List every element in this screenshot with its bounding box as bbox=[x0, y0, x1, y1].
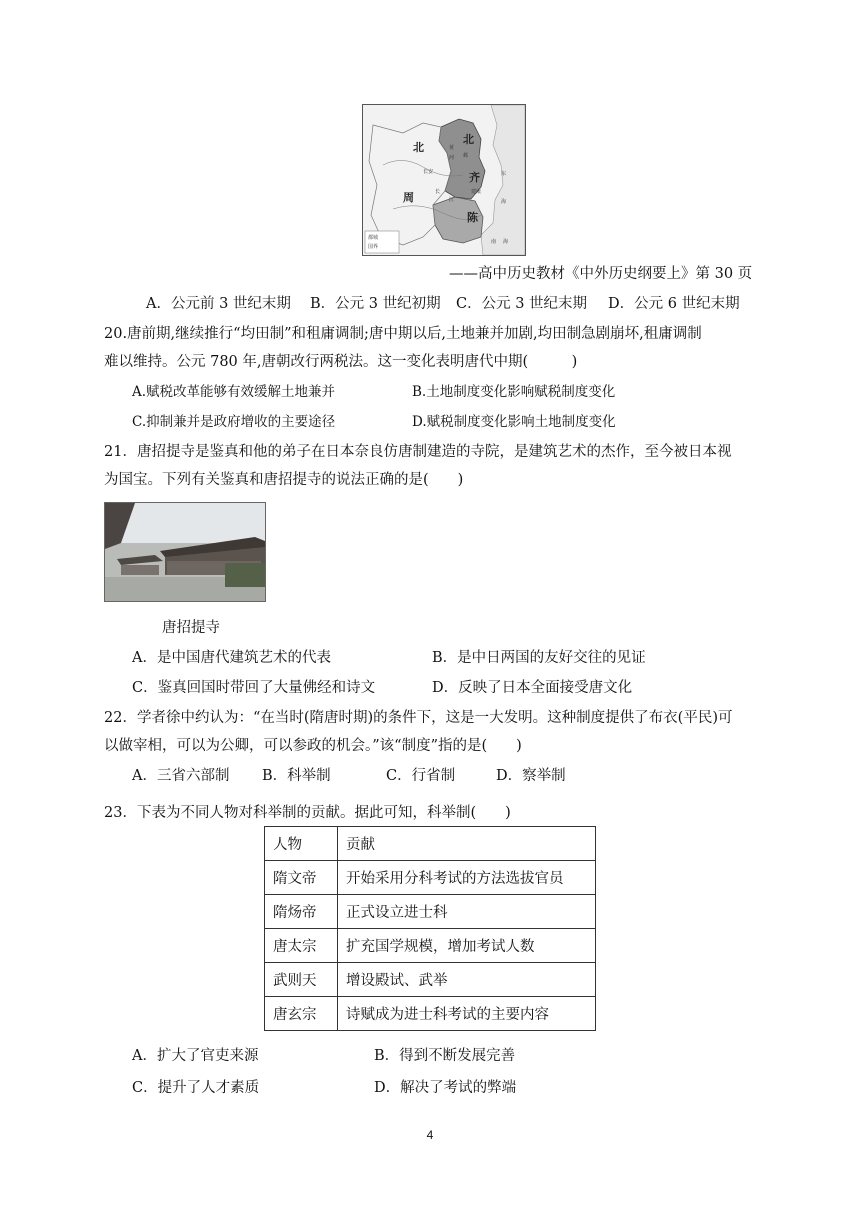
q19-option-c: C．公元 3 世纪末期 bbox=[456, 296, 588, 312]
table-header-contribution: 贡献 bbox=[338, 827, 596, 861]
map-label-hai-2: 海 bbox=[503, 239, 509, 245]
map-label-zhou: 周 bbox=[403, 191, 414, 204]
q19-option-d: D．公元 6 世纪末期 bbox=[608, 296, 740, 312]
q23-option-d: D．解决了考试的弊端 bbox=[374, 1080, 517, 1096]
map-label-jiankang: 建康 bbox=[471, 189, 482, 195]
q22-stem-line1: 22．学者徐中约认为：“在当时(隋唐时期)的条件下，这是一大发明。这种制度提供了布衣(平民)可 bbox=[104, 710, 733, 726]
q20-option-d: D.赋税制度变化影响土地制度变化 bbox=[412, 414, 616, 430]
q23-option-c: C．提升了人才素质 bbox=[132, 1080, 260, 1096]
q21-option-c: C．鉴真回国时带回了大量佛经和诗文 bbox=[132, 680, 376, 696]
q22-option-d: D．察举制 bbox=[496, 768, 566, 784]
map-caption: ——高中历史教材《中外历史纲要上》第 30 页 bbox=[449, 266, 753, 282]
table-cell-contribution: 诗赋成为进士科考试的主要内容 bbox=[338, 997, 596, 1031]
temple-photo bbox=[104, 502, 266, 602]
q21-stem-line2: 为国宝。下列有关鉴真和唐招提寺的说法正确的是( ) bbox=[104, 472, 464, 488]
page-number: 4 bbox=[426, 1128, 434, 1142]
q20-stem-line1: 20.唐前期,继续推行“均田制”和租庸调制;唐中期以后,土地兼并加剧,均田制急剧崩坏,租庸调制 bbox=[104, 326, 702, 342]
table-row bbox=[265, 861, 596, 895]
table-cell-person: 武则天 bbox=[265, 963, 338, 997]
table-row bbox=[265, 963, 596, 997]
q23-stem: 23．下表为不同人物对科举制的贡献。据此可知，科举制( ) bbox=[104, 805, 511, 821]
table-row bbox=[265, 929, 596, 963]
map-label-jiang: 江 bbox=[449, 197, 455, 203]
q19-option-b: B．公元 3 世纪初期 bbox=[310, 296, 441, 312]
q20-stem-line2: 难以维持。公元 780 年,唐朝改行两税法。这一变化表明唐代中期( ) bbox=[104, 354, 578, 370]
map-label-nan: 南 bbox=[491, 239, 497, 245]
map-label-changan: 长安 bbox=[423, 169, 434, 175]
table-cell-person: 隋炀帝 bbox=[265, 895, 338, 929]
table-cell-contribution: 扩充国学规模，增加考试人数 bbox=[338, 929, 596, 963]
table-cell-contribution: 开始采用分科考试的方法选拔官员 bbox=[338, 861, 596, 895]
table-cell-person: 唐太宗 bbox=[265, 929, 338, 963]
q22-option-c: C．行省制 bbox=[386, 768, 456, 784]
q23-option-b: B．得到不断发展完善 bbox=[374, 1048, 516, 1064]
map-label-ye: 邺 bbox=[463, 153, 469, 159]
photo-caption: 唐招提寺 bbox=[162, 620, 220, 636]
q21-option-a: A．是中国唐代建筑艺术的代表 bbox=[132, 650, 331, 666]
q22-option-a: A．三省六部制 bbox=[132, 768, 230, 784]
table-header-row bbox=[265, 827, 596, 861]
map-label-hai-1: 海 bbox=[501, 199, 507, 205]
map-label-huang: 黄 bbox=[449, 145, 455, 151]
map-legend-border: 国界 bbox=[368, 244, 379, 250]
table-row bbox=[265, 895, 596, 929]
q20-option-b: B.土地制度变化影响赋税制度变化 bbox=[412, 384, 616, 400]
table-row bbox=[265, 997, 596, 1031]
map-label-bei-1: 北 bbox=[413, 141, 424, 154]
contribution-table bbox=[264, 826, 596, 1031]
q19-option-a: A．公元前 3 世纪末期 bbox=[146, 296, 291, 312]
map-label-dong: 东 bbox=[501, 171, 507, 177]
table-cell-contribution: 正式设立进士科 bbox=[338, 895, 596, 929]
q23-option-a: A．扩大了官吏来源 bbox=[132, 1048, 259, 1064]
q21-option-d: D．反映了日本全面接受唐文化 bbox=[432, 680, 633, 696]
map-label-bei-2: 北 bbox=[463, 133, 474, 146]
map-figure bbox=[362, 104, 526, 256]
map-label-qi: 齐 bbox=[469, 171, 480, 184]
table-cell-person: 隋文帝 bbox=[265, 861, 338, 895]
q21-option-b: B．是中日两国的友好交往的见证 bbox=[432, 650, 646, 666]
table-cell-person: 唐玄宗 bbox=[265, 997, 338, 1031]
q22-option-b: B．科举制 bbox=[262, 768, 331, 784]
q21-stem-line1: 21．唐招提寺是鉴真和他的弟子在日本奈良仿唐制建造的寺院，是建筑艺术的杰作，至今被日本视 bbox=[104, 444, 732, 460]
q20-option-a: A.赋税改革能够有效缓解土地兼并 bbox=[132, 384, 336, 400]
map-legend-capital: 都城 bbox=[368, 235, 379, 241]
map-label-chen: 陈 bbox=[467, 211, 478, 224]
q20-option-c: C.抑制兼并是政府增收的主要途径 bbox=[132, 414, 336, 430]
table-header-person: 人物 bbox=[265, 827, 338, 861]
map-label-he: 河 bbox=[449, 155, 455, 161]
map-label-chang: 长 bbox=[435, 189, 441, 195]
table-cell-contribution: 增设殿试、武举 bbox=[338, 963, 596, 997]
map-graphic bbox=[363, 105, 525, 255]
q22-stem-line2: 以做宰相，可以为公卿，可以参政的机会。”该“制度”指的是( ) bbox=[104, 738, 522, 754]
